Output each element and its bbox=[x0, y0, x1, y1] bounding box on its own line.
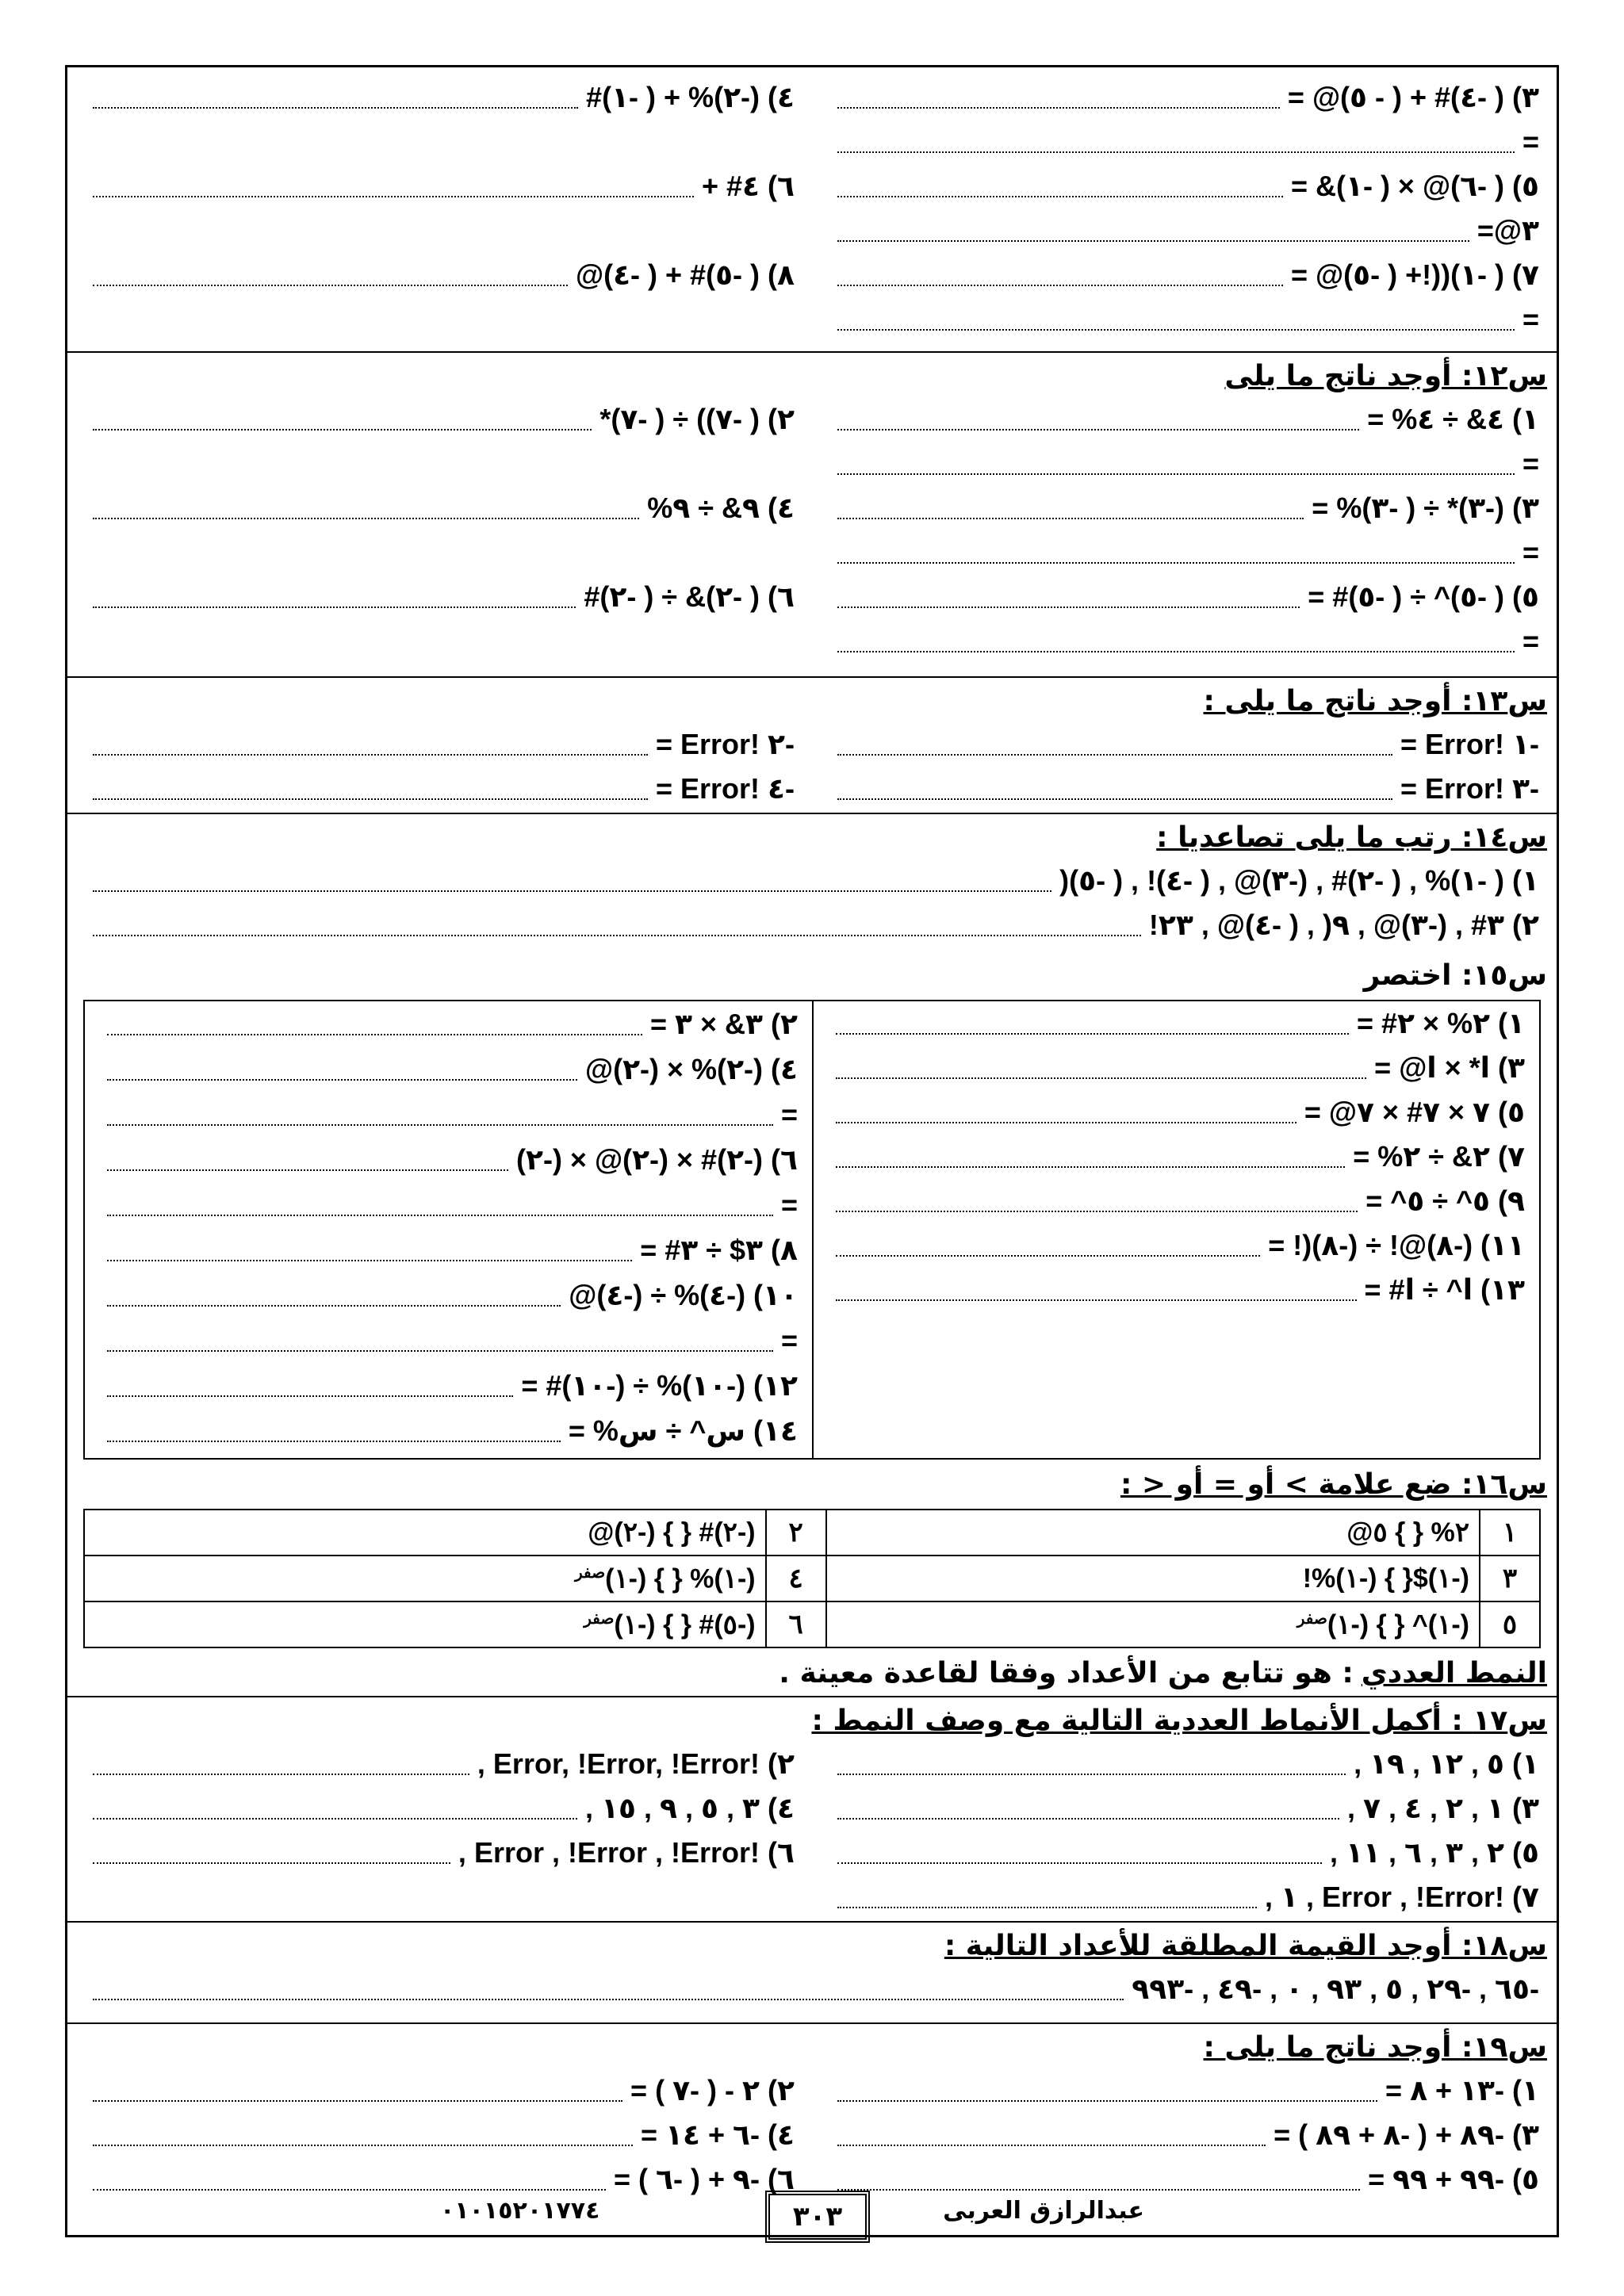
answer-line[interactable] bbox=[93, 2080, 622, 2102]
exercise-expression: ٥) ٢ , ٣ , ٦ , ١١ , bbox=[1330, 1836, 1539, 1869]
question-18 bbox=[67, 1926, 1557, 2011]
exercise-item bbox=[812, 2118, 1557, 2152]
exercise-expression: ٢) ( -٧)) ÷ ( -٧)* bbox=[599, 403, 795, 435]
exercise-item bbox=[812, 303, 1557, 336]
item-number: ٦ bbox=[766, 1601, 826, 1647]
pattern-label: النمط العددي bbox=[1361, 1656, 1547, 1689]
comparison-cell[interactable] bbox=[826, 1601, 1480, 1647]
question-14-title: س١٤: رتب ما يلى تصاعديا : bbox=[1156, 821, 1547, 854]
exercise-expression: = bbox=[1522, 303, 1539, 335]
simplify-expression: = bbox=[780, 1323, 798, 1357]
item-number: ٢ bbox=[766, 1510, 826, 1556]
exercise-expression: ١) ٥ , ١٢ , ١٩ , bbox=[1354, 1747, 1539, 1780]
question-18-title: س١٨: أوجد القيمة المطلقة للأعداد التالية : bbox=[944, 1930, 1547, 1962]
simplify-expression: ٧) ٢& ÷ ٢% = bbox=[1353, 1140, 1525, 1173]
worksheet-page bbox=[65, 65, 1559, 2237]
simplify-expression: ٢) ٣& × ٣ = bbox=[649, 1007, 798, 1040]
item-number: ٣ bbox=[1480, 1556, 1540, 1601]
exercise-expression: ٣) ( -٤)# + ( - ٥)@ = bbox=[1287, 81, 1539, 113]
simplify-item bbox=[85, 1001, 812, 1047]
ordering-expression: ١) ( -١)% , ( -٢)# , (-٣)@ , ( -٤)! , ( -٥)( bbox=[1059, 864, 1539, 897]
answer-line bbox=[93, 1978, 1124, 2000]
exercise-item bbox=[67, 81, 812, 114]
comparison-expression: (-٥)# { } (-١) bbox=[614, 1609, 756, 1640]
exercise-row bbox=[67, 2113, 1557, 2157]
answer-line[interactable] bbox=[836, 1190, 1358, 1212]
question-12-title: س١٢: أوجد ناتج ما يلى bbox=[1224, 360, 1547, 392]
answer-line[interactable] bbox=[837, 220, 1469, 242]
exercise-row bbox=[67, 619, 1557, 664]
question-15 bbox=[67, 955, 1557, 997]
exercise-item bbox=[812, 728, 1557, 761]
exercise-expression: ٤) -٦ + ١٤ = bbox=[641, 2118, 795, 2151]
exponent-zero: صفر bbox=[584, 1609, 615, 1628]
simplify-item bbox=[85, 1227, 812, 1272]
answer-line[interactable] bbox=[93, 497, 639, 519]
answer-line[interactable] bbox=[93, 264, 568, 286]
page-number: ٣٠٣ bbox=[765, 2191, 870, 2243]
exercise-item bbox=[812, 403, 1557, 436]
answer-line[interactable] bbox=[93, 1797, 577, 1820]
exercise-row bbox=[67, 297, 1557, 342]
exercise-expression: = bbox=[1522, 447, 1539, 480]
simplify-item bbox=[814, 1001, 1539, 1046]
exercise-row bbox=[67, 1742, 1557, 1786]
simplify-expression: ٣) ا* × ا@ = bbox=[1374, 1051, 1525, 1084]
simplify-item bbox=[814, 1135, 1539, 1179]
exercise-row bbox=[67, 209, 1557, 253]
question-19-title: س١٩: أوجد ناتج ما يلى : bbox=[1203, 2031, 1547, 2064]
answer-line[interactable] bbox=[837, 408, 1359, 430]
exercise-item bbox=[812, 625, 1557, 658]
table-row bbox=[84, 1556, 1540, 1601]
answer-line[interactable] bbox=[837, 778, 1392, 800]
divider bbox=[67, 2022, 1557, 2024]
question-13-title: س١٣: أوجد ناتج ما يلى : bbox=[1203, 685, 1547, 718]
answer-line[interactable] bbox=[837, 541, 1515, 564]
answer-line[interactable] bbox=[107, 1194, 773, 1216]
simplify-expression: ٥) ٧ × ٧# × ٧@ = bbox=[1304, 1096, 1525, 1128]
exercise-item bbox=[67, 170, 812, 203]
exponent-zero: صفر bbox=[574, 1563, 606, 1582]
comparison-table bbox=[83, 1509, 1541, 1648]
answer-line[interactable] bbox=[93, 733, 648, 756]
answer-line[interactable] bbox=[107, 1149, 508, 1171]
exercise-expression: -١ !Error = bbox=[1400, 728, 1539, 760]
exercise-item bbox=[67, 1792, 812, 1825]
question-13 bbox=[67, 681, 1557, 811]
exercise-expression: -٤ !Error = bbox=[655, 772, 795, 805]
absolute-values-line: -٦٥ , -٢٩ , ٥ , ٩٣ , ٠ , -٤٩ , -٩٩٣ bbox=[1132, 1973, 1539, 2005]
exercise-item bbox=[812, 125, 1557, 159]
answer-line[interactable] bbox=[836, 1146, 1345, 1168]
question-14 bbox=[67, 817, 1557, 947]
exercise-item bbox=[67, 1836, 812, 1869]
answer-line[interactable] bbox=[836, 1057, 1366, 1079]
exercise-expression: ٢) !Error, !Error, !Error , bbox=[477, 1747, 795, 1780]
comparison-expression: (-٢)# { } (-٢)@ bbox=[588, 1517, 756, 1548]
exercise-item bbox=[812, 447, 1557, 480]
answer-line[interactable] bbox=[837, 497, 1304, 519]
table-row bbox=[84, 1510, 1540, 1556]
answer-line[interactable] bbox=[836, 1012, 1349, 1035]
simplify-expression: ١٤) س^ ÷ س% = bbox=[568, 1414, 798, 1447]
exercise-row bbox=[67, 120, 1557, 164]
simplify-expression: ١١) (-٨)@! ÷ (-٨)(! = bbox=[1268, 1229, 1525, 1261]
answer-line[interactable] bbox=[93, 1753, 469, 1775]
answer-line[interactable] bbox=[837, 453, 1515, 475]
comparison-cell[interactable] bbox=[826, 1510, 1480, 1556]
simplify-expression: = bbox=[780, 1097, 798, 1131]
exercise-row bbox=[67, 486, 1557, 530]
divider bbox=[67, 1921, 1557, 1923]
exercise-expression: ٦) !Error , !Error , !Error , bbox=[458, 1836, 795, 1869]
question-19 bbox=[67, 2027, 1557, 2202]
exponent-zero: صفر bbox=[1297, 1609, 1327, 1628]
author-name: عبدالرازق العربى bbox=[943, 2197, 1144, 2225]
pattern-text: : هو تتابع من الأعداد وفقا لقاعدة معينة . bbox=[779, 1656, 1354, 1689]
exercise-expression: ٤) (-٢)% + ( -١)# bbox=[586, 81, 795, 113]
exercise-expression: ٦) ٤# + bbox=[701, 170, 795, 202]
exercise-item bbox=[812, 536, 1557, 569]
exercise-item bbox=[812, 2074, 1557, 2107]
exercise-item bbox=[812, 492, 1557, 525]
exercise-expression: = bbox=[1522, 625, 1539, 657]
question-15-right-column bbox=[812, 1001, 1539, 1458]
answer-line[interactable] bbox=[93, 86, 578, 109]
answer-line[interactable] bbox=[107, 1013, 642, 1035]
simplify-expression: ٤) (-٢)% × (-٢)@ bbox=[584, 1052, 798, 1085]
simplify-expression: ١) ٢% × ٢# = bbox=[1356, 1007, 1525, 1039]
simplify-item bbox=[85, 1408, 812, 1453]
answer-line[interactable] bbox=[107, 1330, 773, 1352]
question-17 bbox=[67, 1701, 1557, 1919]
answer-line[interactable] bbox=[837, 2080, 1377, 2102]
exercise-item bbox=[67, 580, 812, 614]
simplify-item bbox=[85, 1318, 812, 1363]
simplify-expression: ١٣) ا^ ÷ ا# = bbox=[1364, 1273, 1525, 1306]
answer-line[interactable] bbox=[837, 1886, 1257, 1908]
pattern-definition bbox=[67, 1651, 1557, 1694]
exercise-item bbox=[812, 170, 1557, 203]
answer-line[interactable] bbox=[107, 1058, 577, 1081]
exercise-expression: ٧) ( -١)((!+ ( -٥)@ = bbox=[1290, 258, 1539, 291]
exercise-item bbox=[812, 772, 1557, 806]
answer-line[interactable] bbox=[837, 308, 1515, 331]
exercise-row bbox=[67, 767, 1557, 811]
exercise-row bbox=[67, 575, 1557, 619]
comparison-expression: (-١)${ } (-١)%! bbox=[1302, 1563, 1469, 1594]
question-15-title: س١٥: اختصر bbox=[1363, 959, 1547, 992]
exercise-expression: ٤) ٣ , ٥ , ٩ , ١٥ , bbox=[585, 1792, 795, 1824]
exercise-row bbox=[67, 2068, 1557, 2113]
exercise-item bbox=[812, 1792, 1557, 1825]
answer-line[interactable] bbox=[837, 1753, 1346, 1775]
exercise-item bbox=[812, 258, 1557, 292]
answer-line[interactable] bbox=[836, 1279, 1357, 1301]
answer-line[interactable] bbox=[836, 1101, 1297, 1123]
exercise-row bbox=[67, 164, 1557, 209]
exercise-expression: -٣ !Error = bbox=[1400, 772, 1539, 805]
simplify-item bbox=[85, 1092, 812, 1137]
exercise-item bbox=[812, 81, 1557, 114]
exercise-expression: ٥) ( -٥)^ ÷ ( -٥)# = bbox=[1308, 580, 1539, 613]
simplify-item bbox=[85, 1272, 812, 1318]
ordering-row bbox=[67, 903, 1557, 947]
exercise-item bbox=[812, 1747, 1557, 1781]
simplify-item bbox=[814, 1046, 1539, 1090]
exercise-expression: ٦) -٩ + ( -٦ ) = bbox=[614, 2163, 795, 2195]
exercise-item bbox=[67, 1747, 812, 1781]
exercise-expression: ١) -١٣ + ٨ = bbox=[1385, 2074, 1539, 2107]
comparison-cell[interactable] bbox=[84, 1601, 766, 1647]
exercise-row bbox=[67, 397, 1557, 442]
answer-line[interactable] bbox=[93, 914, 1141, 936]
answer-line[interactable] bbox=[93, 870, 1051, 892]
simplify-expression: ٦) (-٢)# × (-٢)@ × (-٢) bbox=[515, 1142, 798, 1176]
simplify-expression: = bbox=[780, 1188, 798, 1221]
exercise-item bbox=[812, 1881, 1557, 1914]
question-16 bbox=[67, 1464, 1557, 1506]
answer-line[interactable] bbox=[837, 586, 1300, 608]
exercise-item bbox=[812, 580, 1557, 614]
simplify-expression: ٨) ٣$ ÷ ٣# = bbox=[640, 1233, 798, 1266]
answer-line[interactable] bbox=[837, 175, 1283, 197]
answer-line[interactable] bbox=[93, 586, 576, 608]
exercise-item bbox=[812, 1836, 1557, 1869]
simplify-expression: ١٠) (-٤)% ÷ (-٤)@ bbox=[569, 1278, 798, 1311]
exercise-expression: = bbox=[1522, 536, 1539, 568]
exercise-item bbox=[67, 728, 812, 761]
answer-line[interactable] bbox=[107, 1239, 632, 1261]
exercise-expression: ٣@= bbox=[1477, 214, 1539, 247]
simplify-item bbox=[814, 1090, 1539, 1135]
exercise-expression: ٣) ١ , ٢ , ٤ , ٧ , bbox=[1347, 1792, 1539, 1824]
exercise-row bbox=[67, 1875, 1557, 1919]
answer-line[interactable] bbox=[93, 1842, 450, 1864]
answer-line[interactable] bbox=[107, 1420, 561, 1442]
simplify-item bbox=[814, 1268, 1539, 1312]
comparison-cell[interactable] bbox=[84, 1510, 766, 1556]
question-17-title: س١٧ : أكمل الأنماط العددية التالية مع وصف النمط : bbox=[811, 1705, 1547, 1737]
simplify-item bbox=[814, 1223, 1539, 1268]
exercise-expression: ٣) -٨٩ + ( -٨ + ٨٩ ) = bbox=[1274, 2118, 1539, 2151]
divider bbox=[67, 676, 1557, 678]
answer-line[interactable] bbox=[107, 1104, 773, 1126]
question-15-box bbox=[83, 1000, 1541, 1460]
exercise-row bbox=[67, 1831, 1557, 1875]
answer-line[interactable] bbox=[837, 264, 1283, 286]
question-15-left-column bbox=[85, 1001, 812, 1458]
question-16-title: س١٦: ضع علامة > أو = أو < : bbox=[1120, 1468, 1547, 1501]
answer-line[interactable] bbox=[837, 733, 1392, 756]
item-number: ١ bbox=[1480, 1510, 1540, 1556]
simplify-item bbox=[814, 1179, 1539, 1223]
answer-line[interactable] bbox=[93, 175, 694, 197]
answer-line[interactable] bbox=[837, 131, 1515, 153]
comparison-expression: (-١)% { } (-١) bbox=[605, 1563, 756, 1594]
question-16-table-wrap bbox=[83, 1509, 1541, 1648]
phone-number: ٠١٠١٥٢٠١٧٧٤ bbox=[440, 2197, 600, 2225]
item-number: ٤ bbox=[766, 1556, 826, 1601]
simplify-item bbox=[85, 1363, 812, 1408]
exercise-expression: ٤) ٩& ÷ ٩% bbox=[647, 492, 795, 524]
exercise-expression: ٨) ( -٥)# + ( -٤)@ bbox=[575, 258, 795, 291]
footer bbox=[67, 2186, 1557, 2241]
answer-line[interactable] bbox=[93, 778, 648, 800]
answer-line[interactable] bbox=[837, 630, 1515, 652]
simplify-expression: ٩) ٥^ ÷ ٥^ = bbox=[1365, 1184, 1525, 1217]
answer-line[interactable] bbox=[837, 1797, 1339, 1820]
answer-line[interactable] bbox=[837, 86, 1280, 109]
answer-line[interactable] bbox=[837, 2124, 1266, 2146]
exercise-expression: ٥) ( -٦)@ × ( -١)& = bbox=[1290, 170, 1539, 202]
exercise-row bbox=[67, 530, 1557, 575]
answer-line[interactable] bbox=[93, 408, 592, 430]
ordering-expression: ٢) ٣# , (-٣)@ , ٩( , ( -٤)@ , ٢٣! bbox=[1148, 909, 1539, 941]
exercise-expression: ٦) ( -٢)& ÷ ( -٢)# bbox=[584, 580, 795, 613]
ordering-row bbox=[67, 859, 1557, 903]
answer-line[interactable] bbox=[107, 1284, 561, 1307]
answer-line[interactable] bbox=[107, 1375, 513, 1397]
exercise-expression: = bbox=[1522, 125, 1539, 158]
comparison-cell[interactable] bbox=[826, 1556, 1480, 1601]
answer-line[interactable] bbox=[836, 1234, 1260, 1257]
exercise-row bbox=[67, 253, 1557, 297]
exercise-expression: ١) ٤& ÷ ٤% = bbox=[1367, 403, 1539, 435]
exercise-item bbox=[67, 2074, 812, 2107]
exercise-expression: -٢ !Error = bbox=[655, 728, 795, 760]
exercise-expression: ٥) -٩٩ + ٩٩ = bbox=[1368, 2163, 1539, 2195]
exercise-item bbox=[67, 403, 812, 436]
exercise-item bbox=[67, 772, 812, 806]
simplify-expression: ١٢) (-١٠)% ÷ (-١٠)# = bbox=[521, 1368, 798, 1402]
exercise-item bbox=[67, 258, 812, 292]
exercise-row bbox=[67, 75, 1557, 120]
answer-line[interactable] bbox=[837, 1842, 1322, 1864]
exercise-item bbox=[67, 2118, 812, 2152]
table-row bbox=[84, 1601, 1540, 1647]
divider bbox=[67, 813, 1557, 814]
exercise-item bbox=[812, 214, 1557, 247]
exercise-row bbox=[67, 1786, 1557, 1831]
section-continued bbox=[67, 75, 1557, 342]
answer-line[interactable] bbox=[93, 2124, 633, 2146]
simplify-item bbox=[85, 1137, 812, 1182]
exercise-expression: ٣) (-٣)* ÷ ( -٣)% = bbox=[1312, 492, 1539, 524]
divider bbox=[67, 351, 1557, 353]
exercise-expression: ٢) ٢ - ( -٧ ) = bbox=[630, 2074, 795, 2107]
item-number: ٥ bbox=[1480, 1601, 1540, 1647]
comparison-expression: (-١)^ { } (-١) bbox=[1327, 1609, 1469, 1640]
simplify-item bbox=[85, 1047, 812, 1092]
simplify-item bbox=[85, 1182, 812, 1227]
exercise-expression: ٧) !Error , !Error , ١ , bbox=[1264, 1881, 1539, 1913]
exercise-item bbox=[67, 492, 812, 525]
divider bbox=[67, 1696, 1557, 1697]
exercise-row bbox=[67, 442, 1557, 486]
question-12 bbox=[67, 356, 1557, 664]
exercise-row bbox=[67, 722, 1557, 767]
comparison-cell[interactable] bbox=[84, 1556, 766, 1601]
comparison-expression: ٢% { } ٥@ bbox=[1346, 1517, 1469, 1548]
